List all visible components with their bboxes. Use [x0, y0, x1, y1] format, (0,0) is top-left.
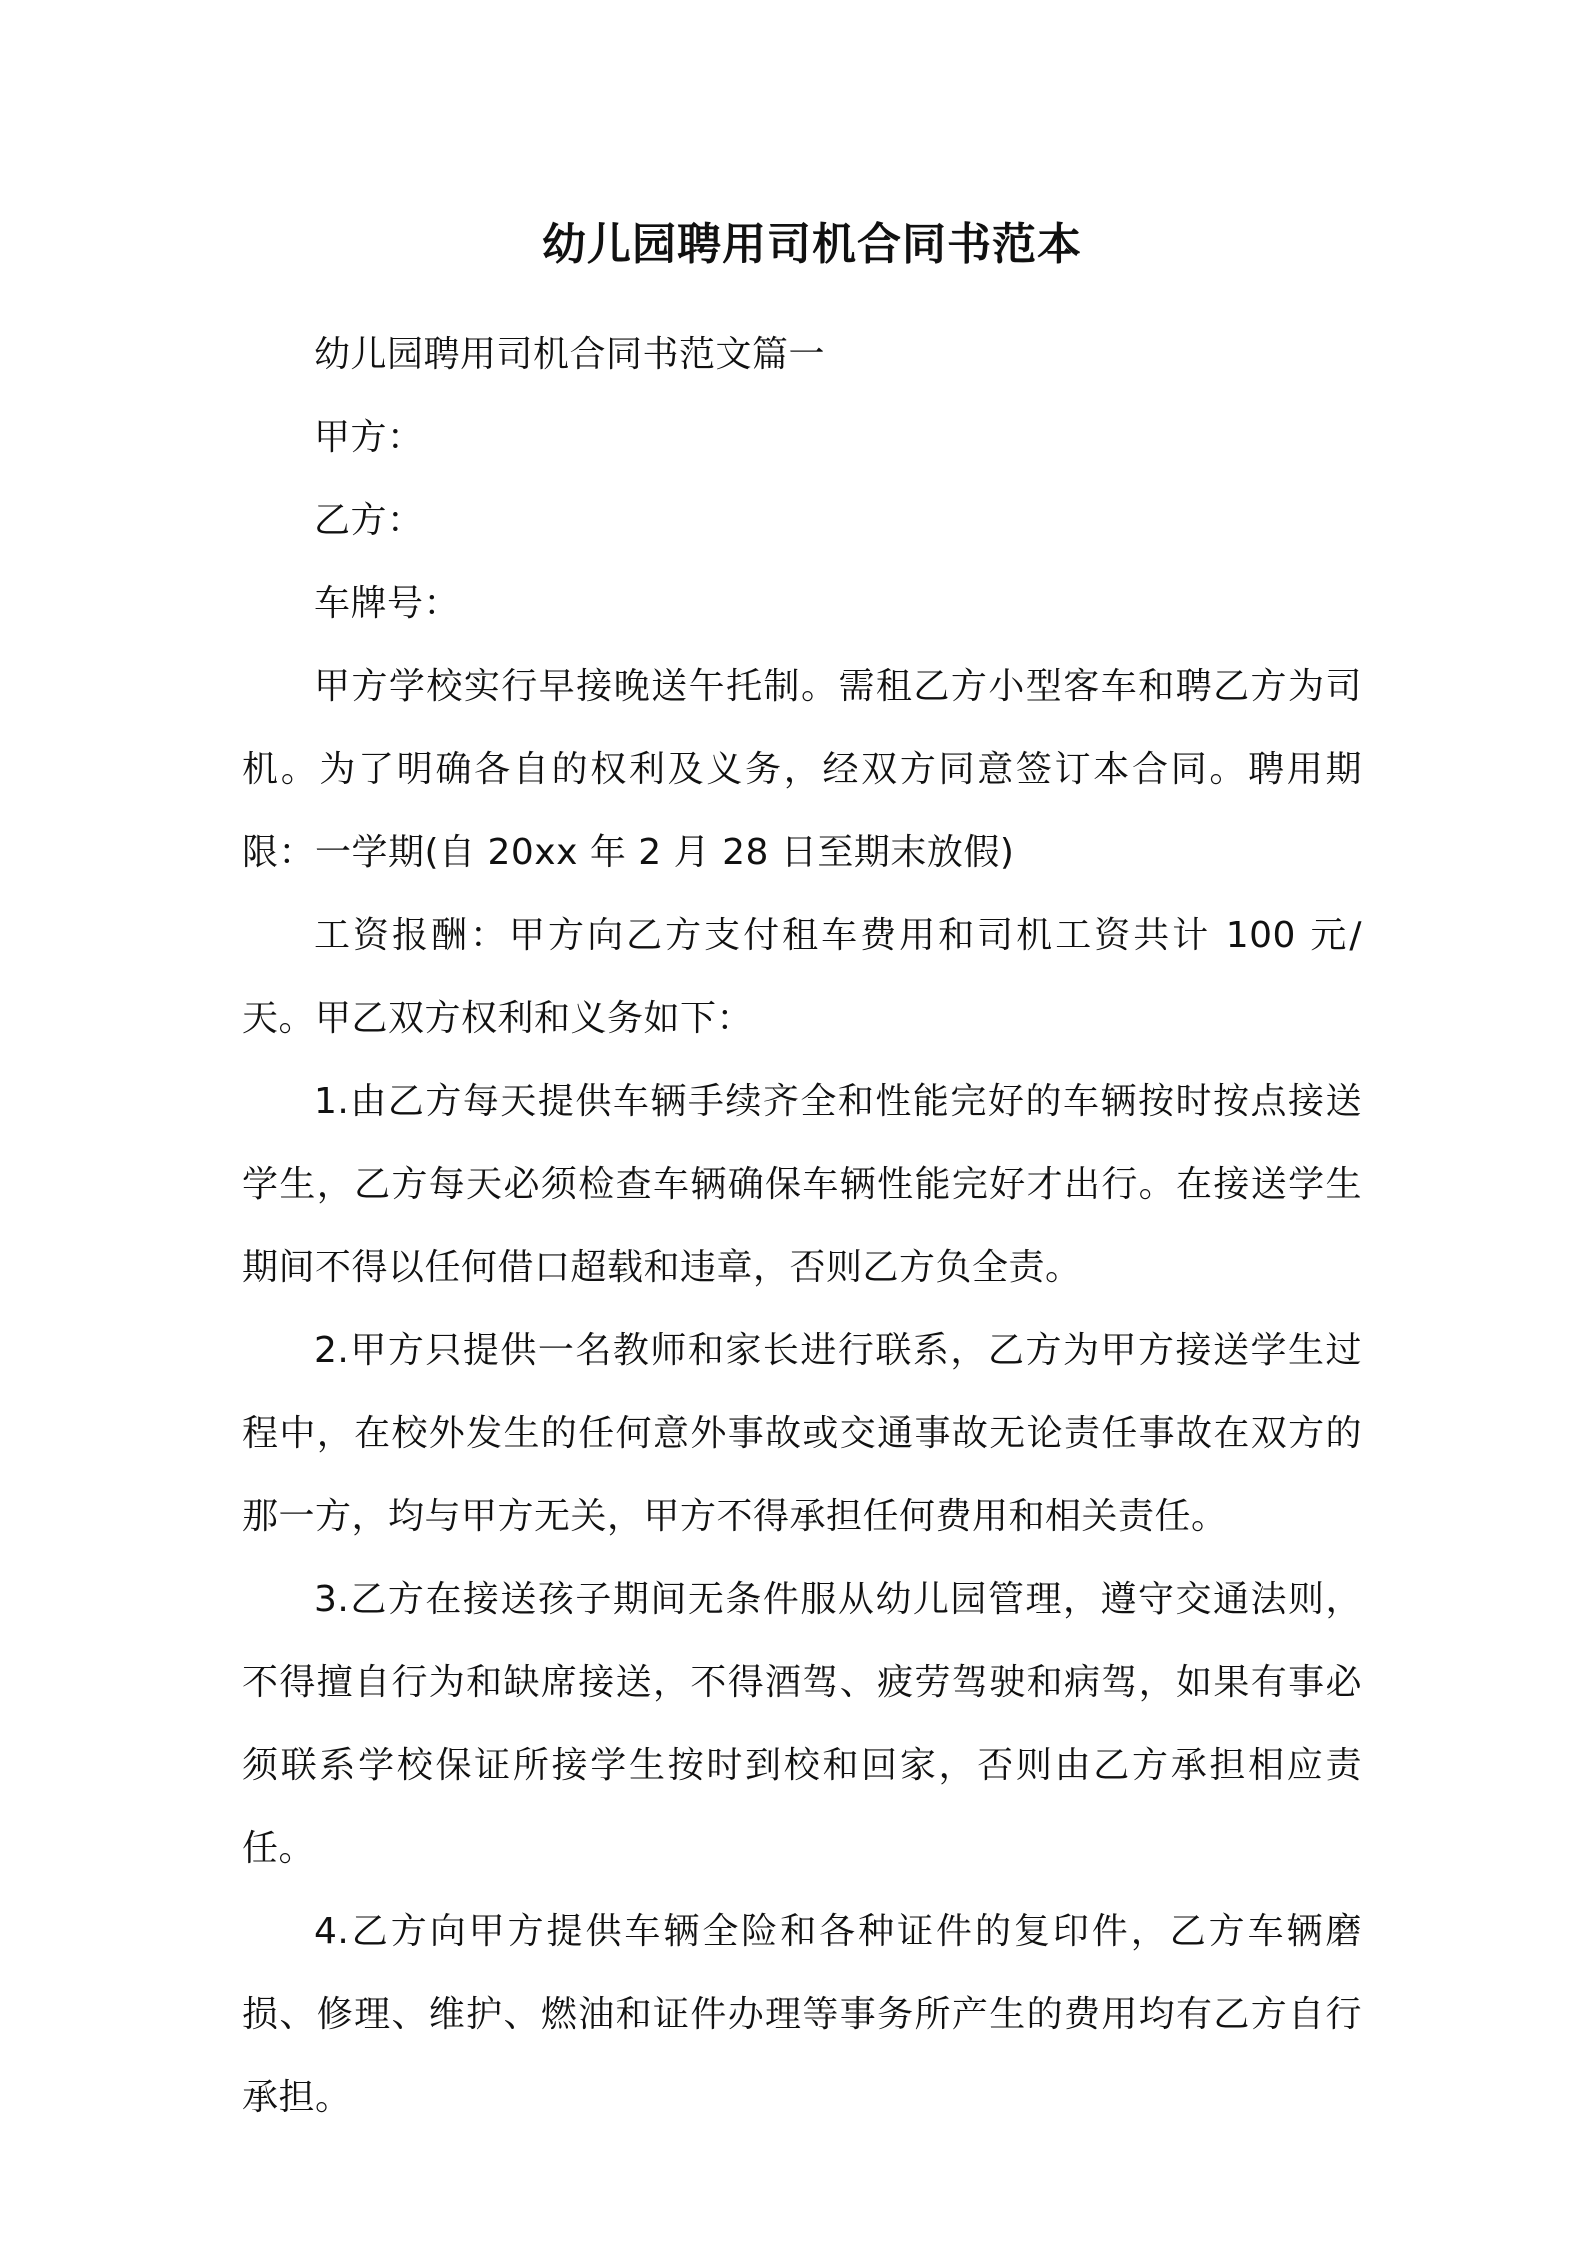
clause-4: 4.乙方向甲方提供车辆全险和各种证件的复印件，乙方车辆磨损、修理、维护、燃油和证件办理等事务所产生的费用均有乙方自行承担。 — [242, 1911, 1362, 2118]
party-a-line: 甲方： — [314, 417, 424, 458]
plate-number-line: 车牌号： — [314, 583, 461, 624]
salary-paragraph: 工资报酬：甲方向乙方支付租车费用和司机工资共计 100 元/天。甲乙双方权利和义务如下： — [242, 915, 1362, 1039]
clause-2: 2.甲方只提供一名教师和家长进行联系，乙方为甲方接送学生过程中，在校外发生的任何意外事故或交通事故无论责任事故在双方的那一方，均与甲方无关，甲方不得承担任何费用和相关责任。 — [242, 1330, 1362, 1537]
party-b-line: 乙方： — [314, 500, 424, 541]
subtitle-paragraph: 幼儿园聘用司机合同书范文篇一 — [314, 334, 826, 375]
intro-paragraph: 甲方学校实行早接晚送午托制。需租乙方小型客车和聘乙方为司机。为了明确各自的权利及义务，经双方同意签订本合同。聘用期限：一学期(自 20xx 年 2 月 28 日至期末放假) — [242, 666, 1362, 873]
clause-1: 1.由乙方每天提供车辆手续齐全和性能完好的车辆按时按点接送学生，乙方每天必须检查车辆确保车辆性能完好才出行。在接送学生期间不得以任何借口超载和违章，否则乙方负全责。 — [242, 1081, 1362, 1288]
document-body — [242, 215, 1362, 2139]
document-title: 幼儿园聘用司机合同书范本 — [542, 219, 1082, 270]
clause-3: 3.乙方在接送孩子期间无条件服从幼儿园管理，遵守交通法则，不得擅自行为和缺席接送，不得酒驾、疲劳驾驶和病驾，如果有事必须联系学校保证所接学生按时到校和回家，否则由乙方承担相应责任。 — [242, 1579, 1362, 1869]
